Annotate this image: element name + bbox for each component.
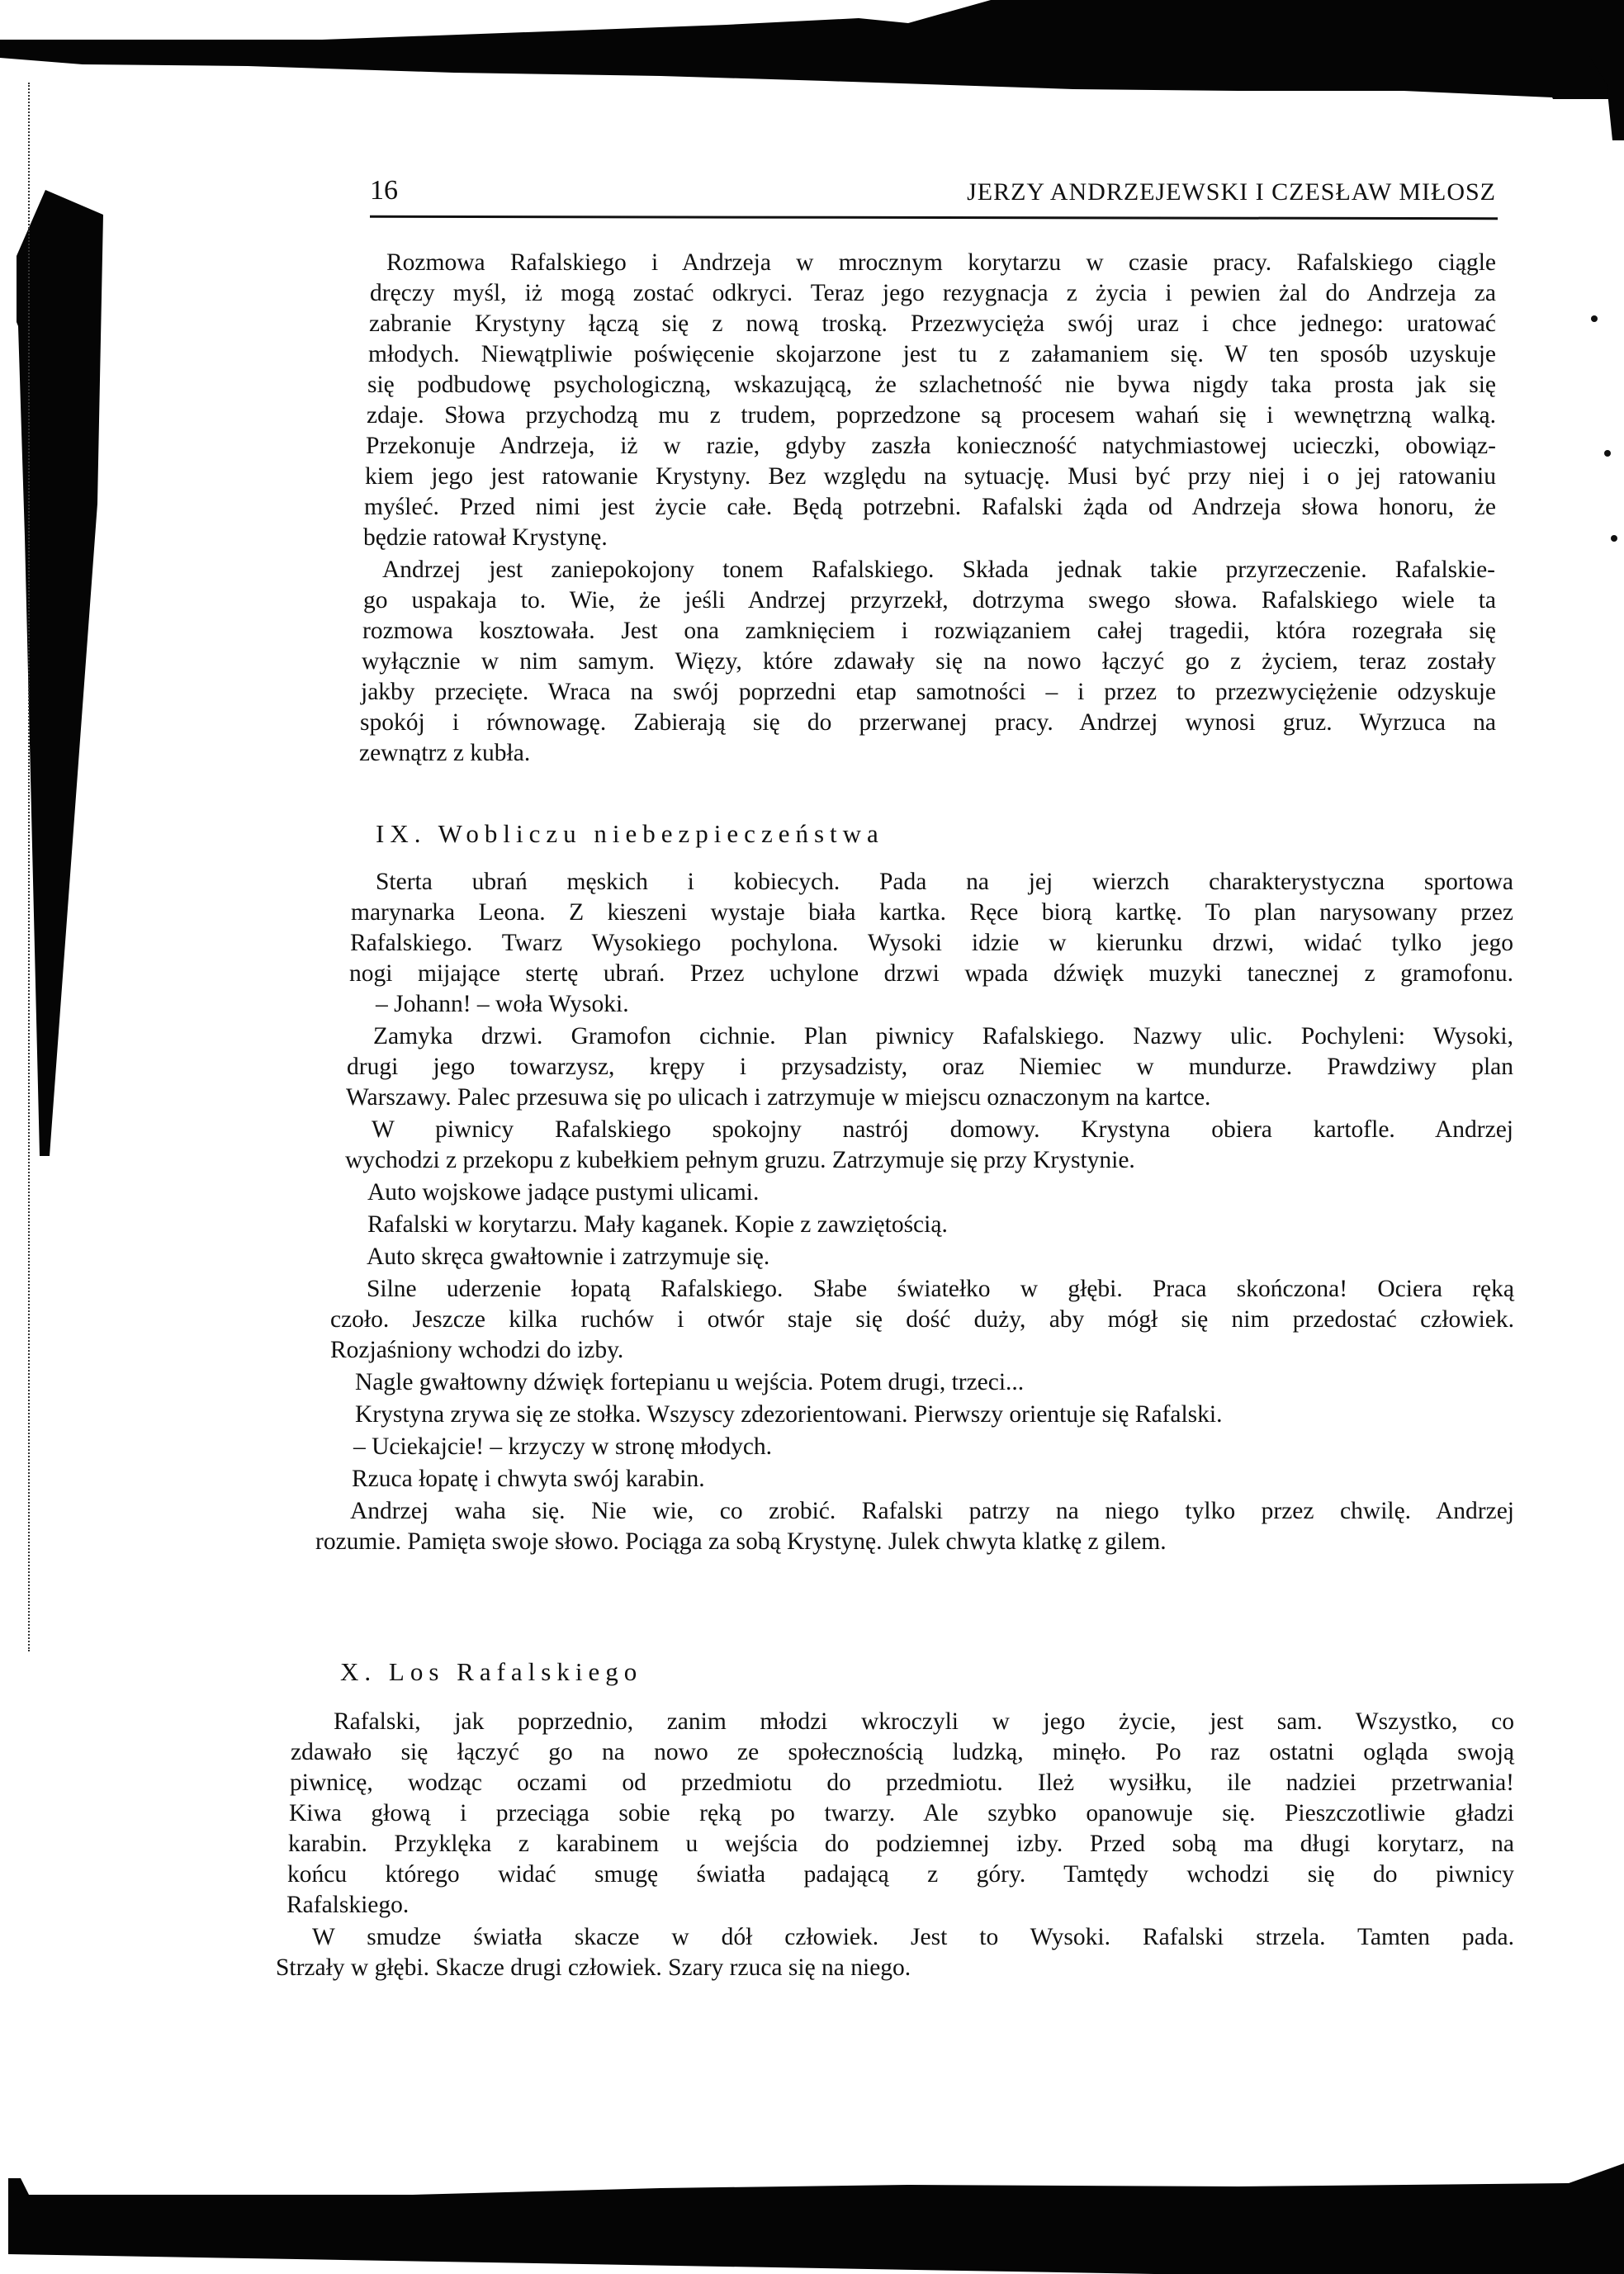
section-heading: X. Los Rafalskiego [340, 1657, 643, 1686]
text-line: Sterta ubrań męskich i kobiecych. Pada na jej wierzch charakterystyczna sportowa [376, 869, 1513, 895]
page-number: 16 [370, 175, 398, 206]
text-line: Auto wojskowe jadące pustymi ulicami. [367, 1179, 760, 1206]
text-line: Strzały w głębi. Skacze drugi człowiek. Szary rzuca się na niego. [276, 1954, 911, 1981]
text-line: Kiwa głową i przeciąga sobie ręką po twarzy. Ale szybko opanowuje się. Pieszczotliwie gładzi [289, 1800, 1514, 1826]
text-line: Krystyna zrywa się ze stołka. Wszyscy zdezorientowani. Pierwszy orientuje się Rafalski. [355, 1401, 1223, 1428]
text-line: Warszawy. Palec przesuwa się po ulicach i zatrzymuje w miejscu oznaczonym na kartce. [346, 1084, 1211, 1111]
text-line: Rafalski, jak poprzednio, zanim młodzi wkroczyli w jego życie, jest sam. Wszystko, co [334, 1708, 1514, 1735]
text-line: nogi mijające stertę ubrań. Przez uchylone drzwi wpada dźwięk muzyki tanecznej z gramofonu. [349, 960, 1513, 987]
text-line: zdaje. Słowa przychodzą mu z trudem, poprzedzone są procesem wahań się i wewnętrzną walką. [367, 402, 1496, 429]
text-line: Andrzej jest zaniepokojony tonem Rafalskiego. Składa jednak takie przyrzeczenie. Rafalskie- [382, 557, 1495, 583]
text-line: Nagle gwałtowny dźwięk fortepianu u wejścia. Potem drugi, trzeci... [355, 1369, 1025, 1395]
text-line: końcu którego widać smugę światła padającą z góry. Tamtędy wchodzi się do piwnicy [287, 1861, 1514, 1888]
text-line: będzie ratował Krystynę. [363, 524, 608, 551]
text-line: dręczy myśl, iż mogą zostać odkryci. Teraz jego rezygnacja z życia i pewien żal do Andrzeja za [370, 280, 1496, 306]
text-line: marynarka Leona. Z kieszeni wystaje biała kartka. Ręce biorą kartkę. To plan narysowany przez [351, 899, 1513, 926]
text-line: karabin. Przyklęka z karabinem u wejścia do podziemnej izby. Przed sobą ma długi korytarz, na [288, 1831, 1514, 1857]
text-line: zabranie Krystyny łączą się z nową troską. Przezwycięża swój uraz i chce jednego: uratować [369, 310, 1496, 337]
text-line: drugi jego towarzysz, krępy i przysadzisty, oraz Niemiec w mundurze. Prawdziwy plan [347, 1054, 1513, 1080]
text-line: Rafalskiego. [286, 1892, 410, 1918]
text-line: kiem jego jest ratowanie Krystyny. Bez względu na sytuację. Musi być przy niej i o jej ratowaniu [365, 463, 1496, 490]
text-line: W smudze światła skacze w dół człowiek. Jest to Wysoki. Rafalski strzela. Tamten pada. [312, 1924, 1514, 1950]
text-line: go uspakaja to. Wie, że jeśli Andrzej przyrzekł, dotrzyma swego słowa. Rafalskiego wiele ta [363, 587, 1496, 614]
text-line: rozmowa kosztowała. Jest ona zamknięciem i rozwiązaniem całej tragedii, która rozegrała się [362, 618, 1496, 644]
text-line: młodych. Niewątpliwie poświęcenie skojarzone jest tu z załamaniem się. W ten sposób uzyskuje [368, 341, 1496, 367]
text-line: rozumie. Pamięta swoje słowo. Pociąga za sobą Krystynę. Julek chwyta klatkę z gilem. [315, 1528, 1167, 1555]
text-line: Przekonuje Andrzeja, iż w razie, gdyby zaszła konieczność natychmiastowej ucieczki, obowiąz- [366, 433, 1496, 459]
text-line: – Uciekajcie! – krzyczy w stronę młodych. [353, 1433, 773, 1460]
text-line: czoło. Jeszcze kilka ruchów i otwór staje się dość duży, aby mógł się nim przedostać człowiek. [330, 1306, 1514, 1333]
text-line: Zamyka drzwi. Gramofon cichnie. Plan piwnicy Rafalskiego. Nazwy ulic. Pochyleni: Wysoki, [373, 1023, 1513, 1049]
text-line: Rafalskiego. Twarz Wysokiego pochylona. Wysoki idzie w kierunku drzwi, widać tylko jego [350, 930, 1513, 956]
text-line: się podbudowę psychologiczną, wskazującą, że szlachetność nie bywa nigdy taka prosta jak się [367, 372, 1496, 398]
section-heading: IX. Wobliczu niebezpieczeństwa [376, 819, 884, 848]
text-line: zewnątrz z kubła. [359, 740, 531, 766]
text-line: wychodzi z przekopu z kubełkiem pełnym gruzu. Zatrzymuje się przy Krystynie. [345, 1147, 1135, 1173]
text-line: Andrzej waha się. Nie wie, co zrobić. Rafalski patrzy na niego tylko przez chwilę. Andrzej [350, 1498, 1514, 1524]
text-line: Auto skręca gwałtownie i zatrzymuje się. [367, 1244, 770, 1270]
text-line: Rzuca łopatę i chwyta swój karabin. [352, 1466, 705, 1492]
text-line: wyłącznie w nim samym. Więzy, które zdawały się na nowo łączyć go z życiem, teraz zostały [362, 648, 1496, 675]
text-line: Rozjaśniony wchodzi do izby. [330, 1337, 624, 1363]
text-line: – Johann! – woła Wysoki. [376, 991, 629, 1017]
text-line: Rozmowa Rafalskiego i Andrzeja w mrocznym korytarzu w czasie pracy. Rafalskiego ciągle [386, 249, 1496, 276]
running-title: JERZY ANDRZEJEWSKI I CZESŁAW MIŁOSZ [967, 178, 1496, 206]
text-line: piwnicę, wodząc oczami od przedmiotu do przedmiotu. Ileż wysiłku, ile nadziei przetrwania! [290, 1769, 1514, 1796]
running-head [370, 175, 1496, 216]
text-line: spokój i równowagę. Zabierają się do przerwanej pracy. Andrzej wynosi gruz. Wyrzuca na [360, 709, 1496, 736]
text-line: W piwnicy Rafalskiego spokojny nastrój domowy. Krystyna obiera kartofle. Andrzej [372, 1116, 1513, 1143]
text-line: Rafalski w korytarzu. Mały kaganek. Kopie z zawziętością. [367, 1211, 948, 1238]
text-line: jakby przecięte. Wraca na swój poprzedni etap samotności – i przez to przezwyciężenie odzyskuje [361, 679, 1496, 705]
text-line: zdawało się łączyć go na nowo ze społecznością ludzką, minęło. Po raz ostatni ogląda swoją [291, 1739, 1514, 1765]
text-line: Silne uderzenie łopatą Rafalskiego. Słabe światełko w głębi. Praca skończona! Ociera ręką [367, 1276, 1514, 1302]
text-line: myśleć. Przed nimi jest życie całe. Będą potrzebni. Rafalski żąda od Andrzeja słowa honoru, że [364, 494, 1496, 520]
